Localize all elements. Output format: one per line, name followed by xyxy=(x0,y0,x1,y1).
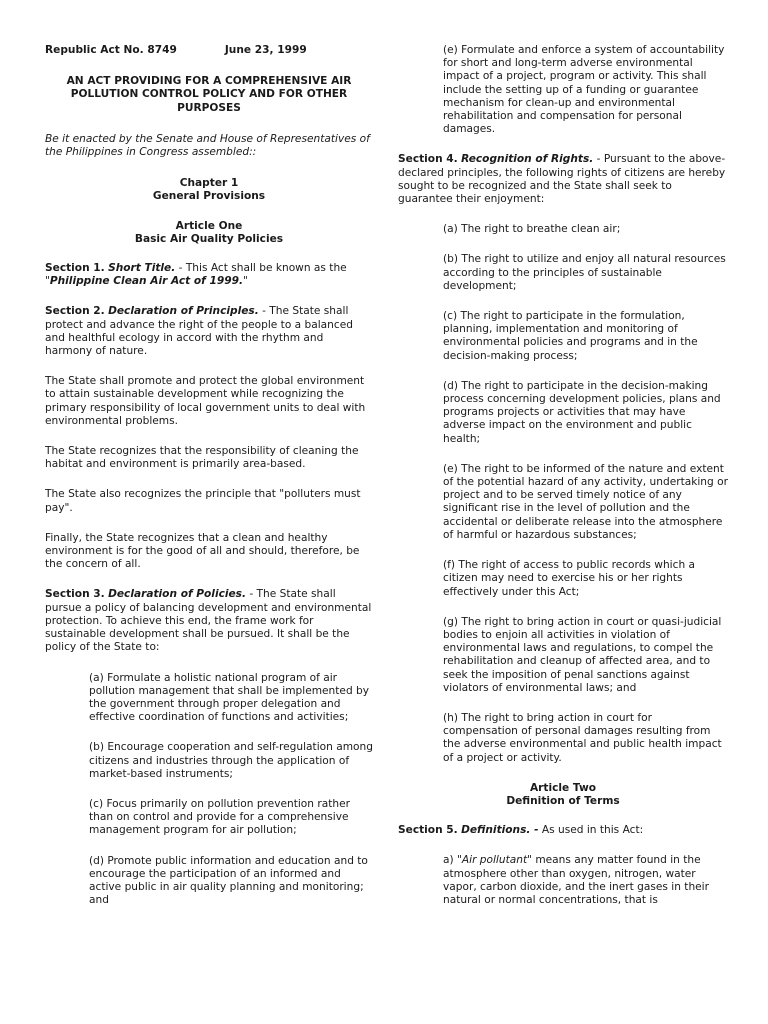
right-item: (f) The right of access to public records which a citizen may need to exercise his or her rights effectively under this Act; xyxy=(443,559,696,598)
document-header xyxy=(45,44,373,57)
right-item: (d) The right to participate in the decision-making process concerning development policies, plans and programs projects or activities that may have adverse impact on the environment and public health; xyxy=(443,379,721,445)
section-4 xyxy=(398,153,728,206)
policy-item: (b) Encourage cooperation and self-regulation among citizens and industries through the application of market-based instruments; xyxy=(89,741,373,780)
paragraph: The State also recognizes the principle that "polluters must pay". xyxy=(45,488,361,514)
right-item: (g) The right to bring action in court or quasi-judicial bodies to enjoin all activities in violation of environmental laws and regulations, to compel the rehabilitation and cleanup of affected area, and to seek the imposition of penal sanctions against violators of environmental laws; and xyxy=(443,615,722,694)
chapter-title: General Provisions xyxy=(152,190,266,203)
article-heading xyxy=(45,220,373,246)
act-date: June 23, 1999 xyxy=(224,44,307,56)
section-heading: Short Title. xyxy=(108,262,176,275)
definition-text: " means any matter found in the atmosphere other than oxygen, nitrogen, water vapor, carbon dioxide, and the inert gases in their natural or normal concentrations, that is xyxy=(443,854,709,906)
section-label: Section 5. xyxy=(398,824,458,837)
chapter-heading xyxy=(45,177,373,203)
right-item: (b) The right to utilize and enjoy all natural resources according to the principles of sustainable development; xyxy=(443,253,726,292)
paragraph: The State recognizes that the responsibility of cleaning the habitat and environment is primarily area-based. xyxy=(45,445,359,471)
act-title: AN ACT PROVIDING FOR A COMPREHENSIVE AIR POLLUTION CONTROL POLICY AND FOR OTHER PURPOSES xyxy=(66,75,352,114)
article-title: Definition of Terms xyxy=(506,794,620,807)
policy-item: (e) Formulate and enforce a system of accountability for short and long-term adverse environmental impact of a project, program or activity. This shall include the setting up of a funding or guarantee mechanism for clean-up and environmental rehabilitation and compensation for personal damages. xyxy=(443,44,725,136)
right-item: (e) The right to be informed of the nature and extent of the potential hazard of any activity, undertaking or project and to be served timely notice of any significant rise in the level of pollution and the accidental or deliberate release into the atmosphere of harmful or hazardous substances; xyxy=(443,462,728,541)
paragraph: Finally, the State recognizes that a clean and healthy environment is for the good of all and should, therefore, be the concern of all. xyxy=(45,531,360,571)
section-text-close: " xyxy=(243,275,248,288)
definition-open: a) " xyxy=(443,854,462,867)
paragraph: The State shall promote and protect the global environment to attain sustainable development while recognizing the primary responsibility of local government units to deal with environmental problems. xyxy=(45,375,366,427)
section-label: Section 4. xyxy=(398,153,458,166)
policy-item: (c) Focus primarily on pollution prevention rather than on control and provide for a comprehensive management program for air pollution; xyxy=(89,797,350,837)
section-heading: Definitions. - xyxy=(461,824,539,837)
definition-term: Air pollutant xyxy=(461,854,528,867)
act-number: Republic Act No. 8749 xyxy=(45,44,177,56)
section-text: - The State shall protect and advance the right of the people to a balanced and healthful ecology in accord with the rhythm and harmony of nature. xyxy=(45,305,353,358)
section-label: Section 2. xyxy=(45,305,105,318)
section-text: - The State shall pursue a policy of balancing development and environmental protection. To achieve this end, the frame work for sustainable development shall be pursued. It shall be the policy of the State to: xyxy=(45,588,372,654)
section-text: - This Act shall be known as the " xyxy=(45,262,347,288)
article-heading xyxy=(398,782,728,808)
section-text: As used in this Act: xyxy=(538,824,644,837)
section-label: Section 1. xyxy=(45,262,105,275)
section-2 xyxy=(45,305,373,358)
policy-item: (a) Formulate a holistic national program of air pollution management that shall be implemented by the government through proper delegation and effective coordination of functions and activities; xyxy=(89,671,370,724)
right-item: (a) The right to breathe clean air; xyxy=(443,223,621,236)
right-item: (h) The right to bring action in court for compensation of personal damages resulting from the adverse environmental and public health impact of a project or activity. xyxy=(443,711,722,764)
section-1 xyxy=(45,262,373,288)
section-3 xyxy=(45,588,373,654)
right-column xyxy=(398,44,728,924)
section-text: - Pursuant to the above-declared principles, the following rights of citizens are hereby sought to be recognized and the State shall seek to guarantee their enjoyment: xyxy=(398,153,726,206)
section-label: Section 3. xyxy=(45,588,105,601)
left-column xyxy=(45,44,373,924)
act-short-title: Philippine Clean Air Act of 1999. xyxy=(49,275,243,288)
section-heading: Declaration of Policies. xyxy=(108,588,246,601)
section-heading: Recognition of Rights. xyxy=(461,153,594,166)
section-heading: Declaration of Principles. xyxy=(108,305,259,318)
chapter-number: Chapter 1 xyxy=(179,177,239,190)
article-title: Basic Air Quality Policies xyxy=(134,232,284,245)
section-5 xyxy=(398,824,728,837)
policy-item: (d) Promote public information and education and to encourage the participation of an informed and active public in air quality planning and monitoring; and xyxy=(89,854,368,907)
enacting-clause: Be it enacted by the Senate and House of Representatives of the Philippines in Congress assembled:: xyxy=(45,132,370,159)
right-item: (c) The right to participate in the formulation, planning, implementation and monitoring of environmental policies and programs and in the decision-making process; xyxy=(443,310,698,362)
article-number: Article Two xyxy=(529,781,597,794)
article-number: Article One xyxy=(175,219,243,232)
definition-item xyxy=(443,854,728,907)
